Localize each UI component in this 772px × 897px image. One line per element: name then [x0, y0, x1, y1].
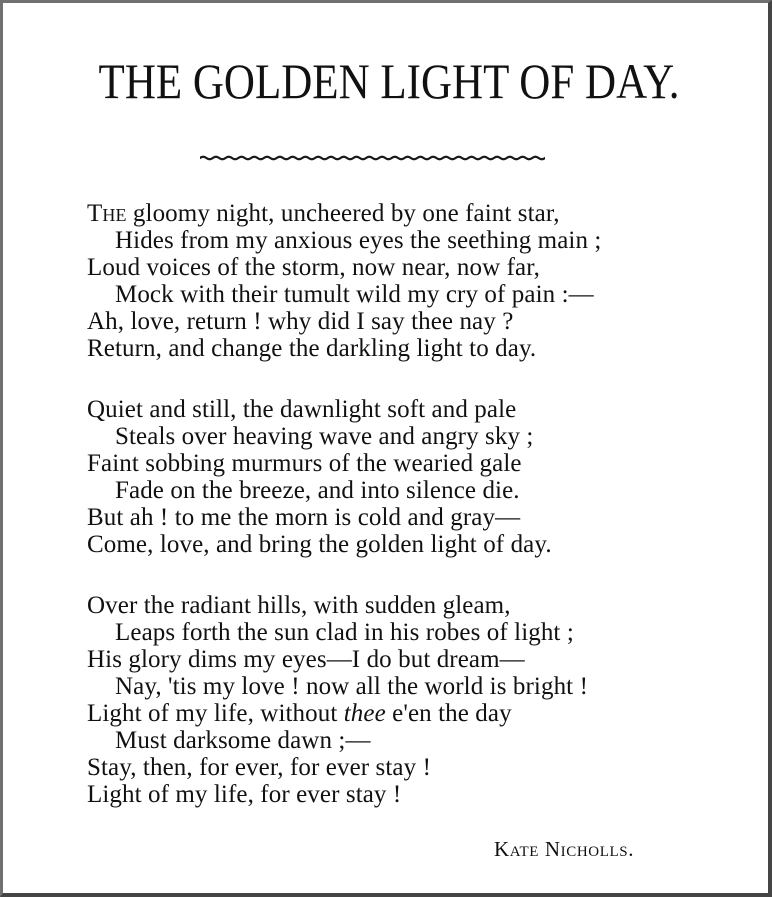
poem-line: Fade on the breeze, and into silence die.	[115, 477, 520, 504]
poem-line: Stay, then, for ever, for ever stay !	[87, 754, 431, 781]
poem-line: Ah, love, return ! why did I say thee nay ?	[87, 308, 514, 335]
poem-line: Mock with their tumult wild my cry of pain :—	[115, 281, 594, 308]
poem-body	[87, 200, 727, 842]
poem-line: Return, and change the darkling light to day.	[87, 335, 537, 362]
drop-word: The	[87, 200, 127, 227]
poem-line: Over the radiant hills, with sudden gleam,	[87, 592, 511, 619]
poem-line: Faint sobbing murmurs of the wearied gale	[87, 450, 522, 477]
author-signature: Kate Nicholls.	[494, 837, 635, 861]
poem-line: Nay, 'tis my love ! now all the world is bright !	[115, 673, 588, 700]
poem-line: Loud voices of the storm, now near, now far,	[87, 254, 540, 281]
poem-line: Steals over heaving wave and angry sky ;	[115, 423, 534, 450]
stanza-1	[87, 200, 727, 362]
poem-line: The gloomy night, uncheered by one faint star,	[87, 200, 560, 227]
poem-line: Light of my life, for ever stay !	[87, 781, 402, 808]
poem-line: Hides from my anxious eyes the seething main ;	[115, 227, 602, 254]
poem-line: Come, love, and bring the golden light of day.	[87, 531, 552, 558]
poem-line: Quiet and still, the dawnlight soft and pale	[87, 396, 517, 423]
poem-line: Light of my life, without thee e'en the day	[87, 700, 512, 727]
poem-title: THE GOLDEN LIGHT OF DAY.	[98, 53, 680, 109]
poem-line: But ah ! to me the morn is cold and gray—	[87, 504, 521, 531]
poem-line: Leaps forth the sun clad in his robes of light ;	[115, 619, 574, 646]
stanza-2	[87, 396, 727, 558]
poem-line: His glory dims my eyes—I do but dream—	[87, 646, 525, 673]
stanza-3	[87, 592, 727, 808]
italic-word: thee	[343, 700, 386, 727]
poem-line: Must darksome dawn ;—	[115, 727, 371, 754]
wavy-divider	[200, 151, 545, 165]
